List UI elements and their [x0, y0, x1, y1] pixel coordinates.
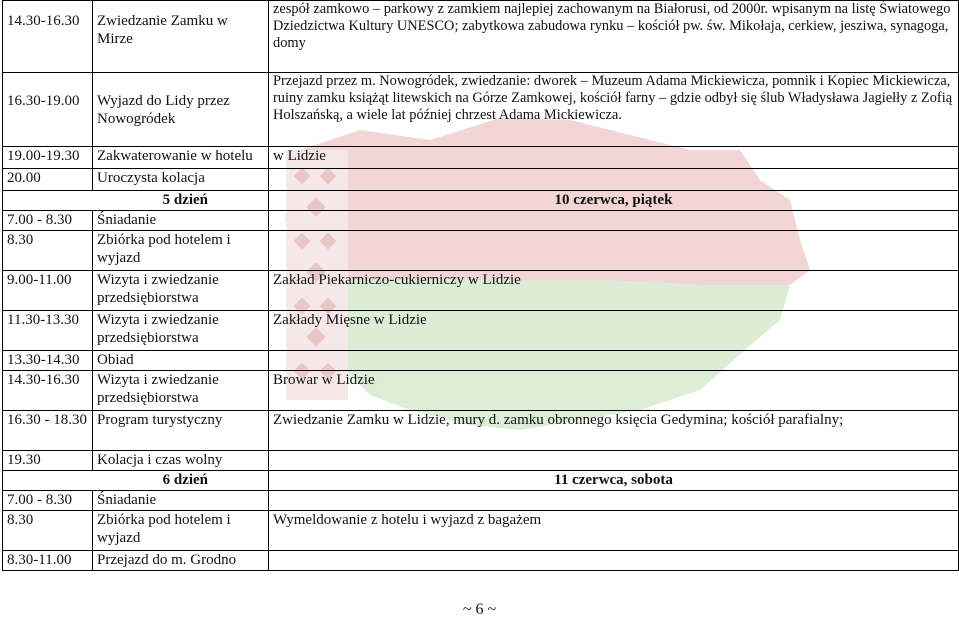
row-activity: Śniadanie [93, 491, 269, 511]
table-row [3, 271, 959, 311]
row-description [269, 211, 959, 231]
table-row [3, 147, 959, 169]
row-activity: Zwiedzanie Zamku w Mirze [93, 1, 269, 73]
day-header-row [3, 471, 959, 491]
row-time: 13.30-14.30 [3, 351, 93, 371]
row-time: 8.30 [3, 511, 93, 551]
day-header-row [3, 191, 959, 211]
table-row [3, 511, 959, 551]
row-description: w Lidzie [269, 147, 959, 169]
table-row [3, 211, 959, 231]
table-row [3, 551, 959, 571]
schedule-table [2, 0, 959, 571]
row-activity: Program turystyczny [93, 411, 269, 451]
row-description [269, 231, 959, 271]
row-activity: Przejazd do m. Grodno [93, 551, 269, 571]
row-time: 19.00-19.30 [3, 147, 93, 169]
row-activity: Wizyta i zwiedzanie przedsiębiorstwa [93, 271, 269, 311]
row-time: 20.00 [3, 169, 93, 191]
page-number: ~ 6 ~ [462, 601, 497, 618]
table-row [3, 73, 959, 147]
row-activity: Wyjazd do Lidy przez Nowogródek [93, 73, 269, 147]
day-date: 10 czerwca, piątek [269, 191, 959, 211]
row-time: 7.00 - 8.30 [3, 491, 93, 511]
row-activity: Zakwaterowanie w hotelu [93, 147, 269, 169]
row-description [269, 451, 959, 471]
table-row [3, 451, 959, 471]
row-activity: Śniadanie [93, 211, 269, 231]
row-activity: Wizyta i zwiedzanie przedsiębiorstwa [93, 371, 269, 411]
row-time: 16.30-19.00 [3, 73, 93, 147]
row-description: Zakład Piekarniczo-cukierniczy w Lidzie [269, 271, 959, 311]
row-description [269, 491, 959, 511]
row-description: Zwiedzanie Zamku w Lidzie, mury d. zamku obronnego księcia Gedymina; kościół parafialny; [269, 411, 959, 451]
row-time: 8.30-11.00 [3, 551, 93, 571]
table-row [3, 351, 959, 371]
table-row [3, 169, 959, 191]
row-time: 7.00 - 8.30 [3, 211, 93, 231]
day-date: 11 czerwca, sobota [269, 471, 959, 491]
row-time: 16.30 - 18.30 [3, 411, 93, 451]
day-label: 5 dzień [3, 191, 269, 211]
table-row [3, 371, 959, 411]
row-description: zespół zamkowo – parkowy z zamkiem najlepiej zachowanym na Białorusi, od 2000r. wpisanym na listę Światowego Dziedzictwa Kultury UNESCO; zabytkowa zabudowa rynku – kościół pw. św. Mikołaja, cerkiew, jesziwa, synagoga, domy [269, 1, 959, 73]
row-time: 8.30 [3, 231, 93, 271]
row-description: Zakłady Mięsne w Lidzie [269, 311, 959, 351]
table-row [3, 411, 959, 451]
table-row [3, 1, 959, 73]
row-time: 19.30 [3, 451, 93, 471]
table-row [3, 491, 959, 511]
row-activity: Zbiórka pod hotelem i wyjazd [93, 231, 269, 271]
row-time: 14.30-16.30 [3, 1, 93, 73]
row-time: 11.30-13.30 [3, 311, 93, 351]
row-description: Wymeldowanie z hotelu i wyjazd z bagażem [269, 511, 959, 551]
table-row [3, 311, 959, 351]
row-description: Browar w Lidzie [269, 371, 959, 411]
row-description: Przejazd przez m. Nowogródek, zwiedzanie: dworek – Muzeum Adama Mickiewicza, pomnik i Kopiec Mickiewicza, ruiny zamku książąt litewskich na Górze Zamkowej, kościół farny – gdzie odbył się ślub Władysława Jagiełły z Zofią Holszańską, a wiele lat później chrzest Adama Mickiewicza. [269, 73, 959, 147]
row-time: 14.30-16.30 [3, 371, 93, 411]
day-label: 6 dzień [3, 471, 269, 491]
row-description [269, 169, 959, 191]
row-time: 9.00-11.00 [3, 271, 93, 311]
row-description [269, 351, 959, 371]
row-activity: Obiad [93, 351, 269, 371]
row-activity: Kolacja i czas wolny [93, 451, 269, 471]
row-activity: Uroczysta kolacja [93, 169, 269, 191]
row-activity: Zbiórka pod hotelem i wyjazd [93, 511, 269, 551]
table-row [3, 231, 959, 271]
row-description [269, 551, 959, 571]
row-activity: Wizyta i zwiedzanie przedsiębiorstwa [93, 311, 269, 351]
